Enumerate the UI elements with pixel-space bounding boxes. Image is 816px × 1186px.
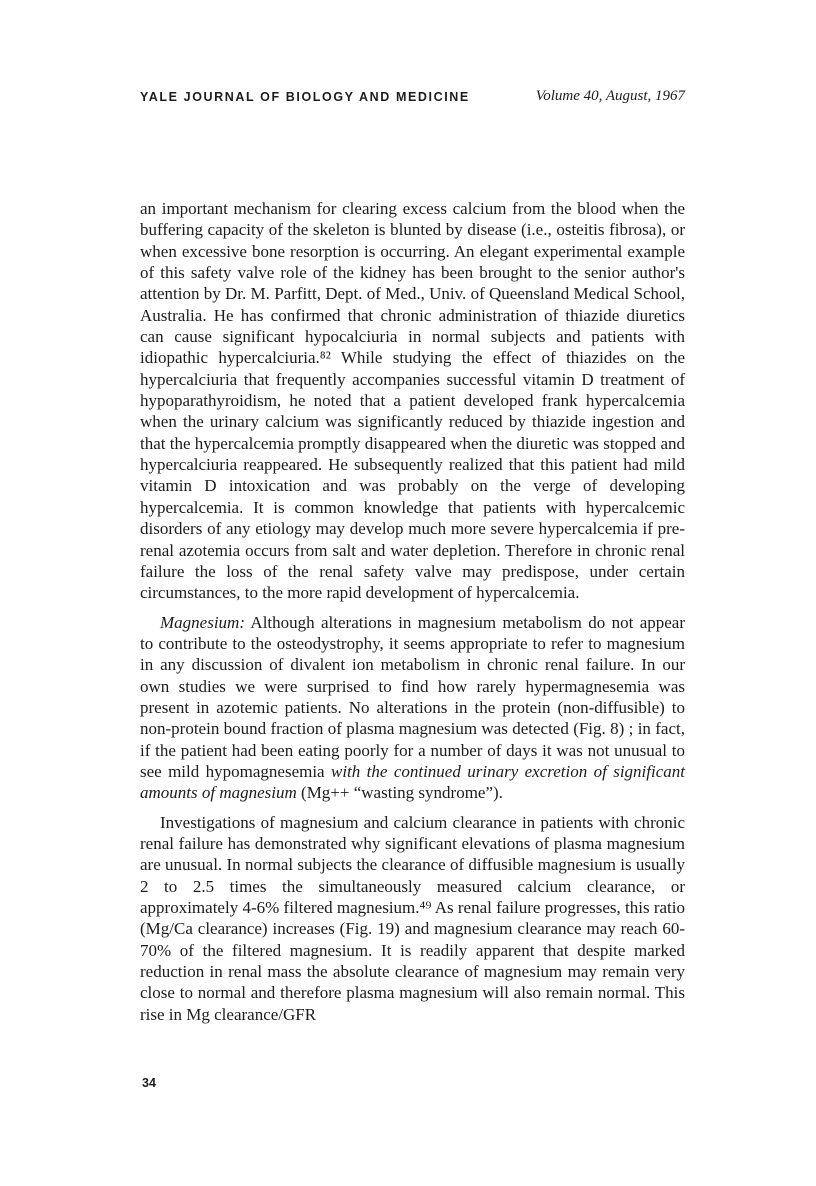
issue-info: Volume 40, August, 1967	[535, 88, 685, 104]
magnesium-text-part-1: Although alterations in magnesium metabolism do not appear to contribute to the osteodystrophy, it seems appropriate to refer to magnesium in any discussion of divalent ion metabolism in chronic renal failure. In our own studies we were surprised to find how rarely hypermagnesemia was present in azotemic patients. No alterations in the protein (non-diffusible) to non-protein bound fraction of plasma magnesium was detected (Fig. 8) ; in fact, if the patient had been eating poorly for a number of days it was not unusual to see mild hypomagnesemia	[140, 612, 685, 781]
paragraph-magnesium-clearance: Investigations of magnesium and calcium clearance in patients with chronic renal failure has demonstrated why significant elevations of plasma magnesium are unusual. In normal subjects the clearance of diffusible magnesium is usually 2 to 2.5 times the simultaneously measured calcium clearance, or approximately 4-6% filtered magnesium.⁴⁹ As renal failure progresses, this ratio (Mg/Ca clearance) increases (Fig. 19) and magnesium clearance may reach 60-70% of the filtered magnesium. It is readily apparent that despite marked reduction in renal mass the absolute clearance of magnesium may remain very close to normal and therefore plasma magnesium will also remain normal. This rise in Mg clearance/GFR	[140, 812, 685, 1024]
magnesium-emphasis: with the continued urinary excretion of significant amounts of magnesium	[140, 761, 685, 803]
magnesium-text-part-2: (Mg++ “wasting syndrome”).	[296, 783, 503, 803]
running-header	[140, 90, 685, 112]
paragraph-magnesium	[140, 612, 685, 804]
article-body	[140, 198, 685, 1033]
magnesium-section-heading: Magnesium:	[160, 612, 245, 632]
journal-title: YALE JOURNAL OF BIOLOGY AND MEDICINE	[140, 90, 470, 104]
page-number: 34	[142, 1076, 156, 1090]
paragraph-calcium-safety-valve: an important mechanism for clearing excess calcium from the blood when the buffering capacity of the skeleton is blunted by disease (i.e., osteitis fibrosa), or when excessive bone resorption is occurring. An elegant experimental example of this safety valve role of the kidney has been brought to the senior author's attention by Dr. M. Parfitt, Dept. of Med., Univ. of Queensland Medical School, Australia. He has confirmed that chronic administration of thiazide diuretics can cause significant hypocalciuria in normal subjects and patients with idiopathic hypercalciuria.⁸² While studying the effect of thiazides on the hypercalciuria that frequently accompanies successful vitamin D treatment of hypoparathyroidism, he noted that a patient developed frank hypercalcemia when the urinary calcium was significantly reduced by thiazide ingestion and that the hypercalcemia promptly disappeared when the diuretic was stopped and hypercalciuria reappeared. He subsequently realized that this patient had mild vitamin D intoxication and was probably on the verge of developing hypercalcemia. It is common knowledge that patients with hypercalcemic disorders of any etiology may develop much more severe hypercalcemia if pre-renal azotemia occurs from salt and water depletion. Therefore in chronic renal failure the loss of the renal safety valve may predispose, under certain circumstances, to the more rapid development of hypercalcemia.	[140, 199, 685, 603]
